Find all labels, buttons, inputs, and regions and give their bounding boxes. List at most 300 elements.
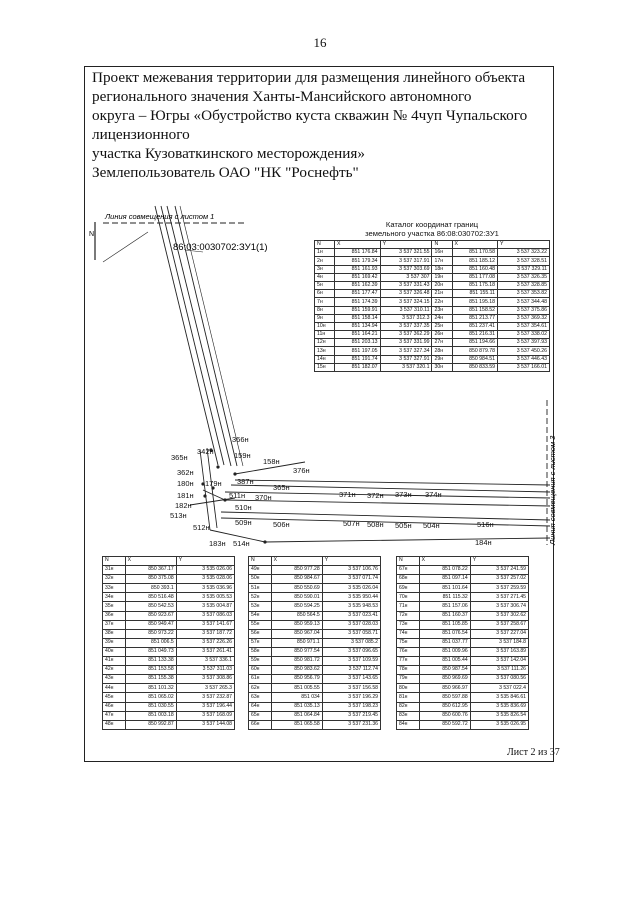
table-cell: 28н	[432, 347, 452, 355]
table-cell: 71н	[397, 602, 420, 611]
table-cell: 3 537 184.8	[470, 638, 528, 647]
table-row	[315, 314, 550, 322]
table-cell: 850 600.76	[419, 711, 470, 720]
table-cell: 3 537 196.29	[322, 693, 380, 702]
table-cell: 3 537 354.61	[498, 322, 550, 330]
table-cell: 80н	[397, 684, 420, 693]
table-cell: 3 537 328.51	[498, 257, 550, 265]
table-cell: 41н	[103, 657, 126, 666]
map-point-label: 376н	[293, 466, 310, 475]
column-header: N	[397, 557, 420, 566]
table-cell: 851 170.58	[452, 249, 498, 257]
table-cell: 3 537 328.85	[498, 281, 550, 289]
table-cell: 3 537 096.65	[322, 647, 380, 656]
table-cell: 851 101.64	[419, 584, 470, 593]
table-row	[249, 720, 381, 729]
table-cell: 3 537 187.72	[176, 629, 234, 638]
table-cell: 851 213.77	[452, 314, 498, 322]
table-cell: 78н	[397, 666, 420, 675]
table-row	[249, 611, 381, 620]
table-cell: 851 177.08	[452, 273, 498, 281]
table-cell: 43н	[103, 675, 126, 684]
table-cell: 14н	[315, 355, 335, 363]
table-cell: 3 537 168.09	[176, 711, 234, 720]
table-cell: 3 537 321.55	[380, 249, 432, 257]
table-row	[397, 666, 529, 675]
table-cell: 3 537 227.04	[470, 629, 528, 638]
table-cell: 39н	[103, 638, 126, 647]
table-row	[315, 298, 550, 306]
table-cell: 62н	[249, 684, 272, 693]
table-row	[397, 611, 529, 620]
table-cell: 64н	[249, 702, 272, 711]
table-cell: 59н	[249, 657, 272, 666]
catalog-caption-line: земельного участка 86:08:030702:ЗУ1	[365, 229, 499, 238]
column-header: Y	[176, 557, 234, 566]
map-point-label: 512н	[193, 523, 210, 532]
table-cell: 850 981.72	[271, 657, 322, 666]
table-row	[315, 281, 550, 289]
map-point-label: 182н	[175, 501, 192, 510]
map-point-label: 510н	[235, 503, 252, 512]
table-cell: 3 537 259.59	[470, 584, 528, 593]
table-cell: 81н	[397, 693, 420, 702]
table-cell: 851 153.58	[125, 666, 176, 675]
table-row	[103, 657, 235, 666]
table-cell: 3 537 323.22	[498, 249, 550, 257]
map-point-label: 365н	[273, 483, 290, 492]
table-cell: 3 537 261.41	[176, 647, 234, 656]
table-cell: 3н	[315, 265, 335, 273]
table-cell: 851 162.39	[335, 281, 381, 289]
table-row	[315, 265, 550, 273]
table-cell: 3 537 085.2	[322, 638, 380, 647]
table-cell: 851 195.18	[452, 298, 498, 306]
map-point-label: 506н	[273, 520, 290, 529]
column-header: Y	[322, 557, 380, 566]
table-cell: 3 537 142.04	[470, 657, 528, 666]
table-cell: 67н	[397, 566, 420, 575]
table-row	[249, 666, 381, 675]
table-cell: 20н	[432, 281, 452, 289]
table-row	[397, 593, 529, 602]
table-cell: 851 064.84	[271, 711, 322, 720]
table-row	[397, 675, 529, 684]
table-cell: 3 537 446.43	[498, 355, 550, 363]
map-point-label: 505н	[395, 521, 412, 530]
title-line: Землепользователь ОАО "НК "Роснефть"	[92, 164, 359, 181]
table-cell: 3 537 257.02	[470, 575, 528, 584]
table-cell: 15н	[315, 363, 335, 371]
table-row	[397, 584, 529, 593]
table-cell: 48н	[103, 720, 126, 729]
table-row	[315, 347, 550, 355]
table-cell: 851 009.96	[419, 647, 470, 656]
table-cell: 2н	[315, 257, 335, 265]
table-cell: 3 537 338.02	[498, 331, 550, 339]
map-point-label: 514н	[233, 539, 250, 548]
map-point-label: 370н	[255, 493, 272, 502]
table-cell: 54н	[249, 611, 272, 620]
map-north-label: N	[89, 231, 95, 238]
table-cell: 850 984.51	[452, 355, 498, 363]
table-cell: 851 003.18	[125, 711, 176, 720]
table-row	[397, 693, 529, 702]
table-cell: 3 537 303.69	[380, 265, 432, 273]
table-cell: 3 537 086.03	[176, 611, 234, 620]
map-point-label: 509н	[235, 518, 252, 527]
table-cell: 3 537 326.48	[380, 290, 432, 298]
coordinate-catalog	[314, 220, 550, 372]
table-cell: 57н	[249, 638, 272, 647]
table-cell: 3 537 111.26	[470, 666, 528, 675]
table-cell: 3 535 026.04	[322, 584, 380, 593]
table-row	[397, 647, 529, 656]
table-header-row	[249, 557, 381, 566]
table-row	[249, 647, 381, 656]
table-cell: 850 590.01	[271, 593, 322, 602]
map-point-label: 511н	[229, 491, 246, 500]
table-cell: 26н	[432, 331, 452, 339]
catalog-table	[314, 240, 550, 372]
table-cell: 45н	[103, 693, 126, 702]
table-cell: 11н	[315, 331, 335, 339]
table-cell: 3 537 312.3	[380, 314, 432, 322]
table-cell: 3 537 337.35	[380, 322, 432, 330]
table-cell: 72н	[397, 611, 420, 620]
table-cell: 56н	[249, 629, 272, 638]
table-cell: 850 550.69	[271, 584, 322, 593]
table-cell: 851 161.93	[335, 265, 381, 273]
table-cell: 3 537 198.23	[322, 702, 380, 711]
table-cell: 46н	[103, 702, 126, 711]
table-cell: 82н	[397, 702, 420, 711]
table-cell: 851 185.12	[452, 257, 498, 265]
table-cell: 851 097.14	[419, 575, 470, 584]
table-row	[249, 584, 381, 593]
table-row	[397, 575, 529, 584]
table-cell: 850 923.67	[125, 611, 176, 620]
table-cell: 3 537 241.59	[470, 566, 528, 575]
table-cell: 5н	[315, 281, 335, 289]
table-row	[103, 666, 235, 675]
table-cell: 851 175.18	[452, 281, 498, 289]
table-cell: 16н	[432, 249, 452, 257]
table-cell: 3 535 836.69	[470, 702, 528, 711]
table-cell: 851 158.14	[335, 314, 381, 322]
table-cell: 850 949.47	[125, 620, 176, 629]
table-cell: 851 134.94	[335, 322, 381, 330]
table-cell: 3 535 005.53	[176, 593, 234, 602]
table-cell: 3 537 336.1	[176, 657, 234, 666]
table-row	[103, 566, 235, 575]
table-cell: 3 537 271.45	[470, 593, 528, 602]
table-cell: 79н	[397, 675, 420, 684]
map-point-label: 513н	[170, 511, 187, 520]
table-cell: 851 160.37	[419, 611, 470, 620]
table-cell: 55н	[249, 620, 272, 629]
catalog-caption	[314, 220, 550, 238]
table-cell: 33н	[103, 584, 126, 593]
table-header-row	[103, 557, 235, 566]
table-row	[103, 693, 235, 702]
table-cell: 3 535 948.53	[322, 602, 380, 611]
table-cell: 850 984.67	[271, 575, 322, 584]
map-point-label: 372н	[367, 491, 384, 500]
table-cell: 37н	[103, 620, 126, 629]
map-alignment-label-left: Линия совмещения с листом 1	[105, 212, 215, 221]
table-cell: 3 537 023.41	[322, 611, 380, 620]
table-cell: 83н	[397, 711, 420, 720]
table-cell: 850 833.59	[452, 363, 498, 371]
table-row	[103, 593, 235, 602]
table-row	[249, 702, 381, 711]
map-point-label: 516н	[477, 520, 494, 529]
table-cell: 851 159.91	[335, 306, 381, 314]
table-cell: 3 537 080.56	[470, 675, 528, 684]
table-cell: 70н	[397, 593, 420, 602]
table-cell: 3 537 353.82	[498, 290, 550, 298]
table-cell: 3 535 026.06	[176, 566, 234, 575]
table-cell: 3 537 326.35	[498, 273, 550, 281]
table-cell: 3 535 826.54	[470, 711, 528, 720]
table-cell: 850 969.69	[419, 675, 470, 684]
table-cell: 851 005.55	[271, 684, 322, 693]
table-row	[103, 675, 235, 684]
table-cell: 3 537 369.32	[498, 314, 550, 322]
table-row	[249, 629, 381, 638]
table-cell: 850 967.04	[271, 629, 322, 638]
table-cell: 3 537 306.74	[470, 602, 528, 611]
table-cell: 851 006.5	[125, 638, 176, 647]
table-cell: 12н	[315, 339, 335, 347]
table-cell: 84н	[397, 720, 420, 729]
map-point-label: 158н	[263, 457, 280, 466]
table-cell: 3 537 362.29	[380, 331, 432, 339]
table-row	[315, 363, 550, 371]
table-cell: 851 035.13	[271, 702, 322, 711]
table-cell: 3 537 375.86	[498, 306, 550, 314]
table-cell: 851 155.11	[452, 290, 498, 298]
table-cell: 850 977.54	[271, 647, 322, 656]
column-header: X	[452, 241, 498, 249]
table-row	[397, 602, 529, 611]
table-header-row	[315, 241, 550, 249]
column-header: X	[271, 557, 322, 566]
map-point-label: 362н	[177, 468, 194, 477]
table-cell: 3 537 317.91	[380, 257, 432, 265]
table-cell: 851 034	[271, 693, 322, 702]
table-row	[249, 638, 381, 647]
table-cell: 850 987.54	[419, 666, 470, 675]
table-cell: 60н	[249, 666, 272, 675]
table-cell: 851 005.44	[419, 657, 470, 666]
table-cell: 3 535 028.06	[176, 575, 234, 584]
map-point-label: 342н	[197, 447, 214, 456]
table-cell: 851 065.02	[125, 693, 176, 702]
table-cell: 47н	[103, 711, 126, 720]
table-cell: 30н	[432, 363, 452, 371]
table-cell: 851 133.38	[125, 657, 176, 666]
table-cell: 9н	[315, 314, 335, 322]
table-row	[315, 249, 550, 257]
table-row	[249, 593, 381, 602]
table-row	[397, 566, 529, 575]
table-row	[103, 575, 235, 584]
table-cell: 22н	[432, 298, 452, 306]
table-cell: 851 176.84	[335, 249, 381, 257]
table-cell: 34н	[103, 593, 126, 602]
table-cell: 851 078.22	[419, 566, 470, 575]
table-row	[397, 684, 529, 693]
table-cell: 3 537 302.62	[470, 611, 528, 620]
table-cell: 3 537 397.93	[498, 339, 550, 347]
table-cell: 3 537 058.71	[322, 629, 380, 638]
table-header-row	[397, 557, 529, 566]
table-cell: 850 971.1	[271, 638, 322, 647]
table-cell: 74н	[397, 629, 420, 638]
table-cell: 851 101.32	[125, 684, 176, 693]
title-line: округа – Югры «Обустройство куста скважин № 4чуп Чупальского	[92, 107, 528, 124]
table-row	[315, 306, 550, 314]
coordinate-table	[396, 556, 529, 730]
map-point-label: 371н	[339, 490, 356, 499]
table-cell: 58н	[249, 647, 272, 656]
table-row	[103, 711, 235, 720]
table-row	[249, 657, 381, 666]
table-cell: 851 160.48	[452, 265, 498, 273]
table-row	[103, 684, 235, 693]
table-cell: 3 535 026.95	[470, 720, 528, 729]
table-row	[315, 355, 550, 363]
table-cell: 850 594.25	[271, 602, 322, 611]
map-point-label: 183н	[209, 539, 226, 548]
map-point-label: 508н	[367, 520, 384, 529]
table-cell: 69н	[397, 584, 420, 593]
column-header: N	[432, 241, 452, 249]
map-point-label: 181н	[177, 491, 194, 500]
table-cell: 3 535 004.87	[176, 602, 234, 611]
table-row	[103, 611, 235, 620]
map-point-label: 387н	[237, 477, 254, 486]
table-cell: 851 157.06	[419, 602, 470, 611]
table-row	[315, 273, 550, 281]
catalog-caption-line: Каталог координат границ	[385, 220, 479, 229]
table-cell: 851 237.41	[452, 322, 498, 330]
coordinate-table	[248, 556, 381, 730]
map-point-label: 180н	[177, 479, 194, 488]
table-cell: 3 537 311.03	[176, 666, 234, 675]
table-row	[397, 720, 529, 729]
table-cell: 61н	[249, 675, 272, 684]
table-cell: 851 203.13	[335, 339, 381, 347]
table-cell: 3 537 022.4	[470, 684, 528, 693]
table-row	[397, 702, 529, 711]
map-point-label: 184н	[475, 538, 492, 547]
table-cell: 851 194.66	[452, 339, 498, 347]
column-header: X	[335, 241, 381, 249]
table-cell: 3 537 163.89	[470, 647, 528, 656]
table-cell: 32н	[103, 575, 126, 584]
table-cell: 50н	[249, 575, 272, 584]
table-row	[249, 693, 381, 702]
table-row	[249, 575, 381, 584]
table-cell: 53н	[249, 602, 272, 611]
column-header: N	[315, 241, 335, 249]
table-cell: 3 537 258.67	[470, 620, 528, 629]
table-cell: 19н	[432, 273, 452, 281]
table-cell: 68н	[397, 575, 420, 584]
title-line: регионального значения Ханты-Мансийского автономного	[92, 88, 472, 105]
table-cell: 24н	[432, 314, 452, 322]
table-row	[249, 675, 381, 684]
table-cell: 851 169.42	[335, 273, 381, 281]
coordinate-table-2	[248, 556, 381, 730]
table-row	[103, 629, 235, 638]
table-row	[315, 257, 550, 265]
document-title	[92, 68, 547, 182]
table-cell: 850 375.08	[125, 575, 176, 584]
table-cell: 3 537 327.34	[380, 347, 432, 355]
table-cell: 40н	[103, 647, 126, 656]
table-cell: 76н	[397, 647, 420, 656]
table-cell: 851 197.05	[335, 347, 381, 355]
table-cell: 3 535 950.44	[322, 593, 380, 602]
table-row	[315, 339, 550, 347]
table-row	[249, 620, 381, 629]
table-cell: 851 216.31	[452, 331, 498, 339]
column-header: X	[125, 557, 176, 566]
table-cell: 851 174.39	[335, 298, 381, 306]
table-row	[103, 620, 235, 629]
table-cell: 75н	[397, 638, 420, 647]
table-cell: 38н	[103, 629, 126, 638]
map-point-label: 365н	[171, 453, 188, 462]
table-cell: 3 537 331.99	[380, 339, 432, 347]
table-cell: 31н	[103, 566, 126, 575]
table-cell: 52н	[249, 593, 272, 602]
column-header: Y	[380, 241, 432, 249]
table-cell: 851 177.47	[335, 290, 381, 298]
table-row	[103, 638, 235, 647]
table-cell: 6н	[315, 290, 335, 298]
table-cell: 4н	[315, 273, 335, 281]
title-line: участка Кузоваткинского месторождения»	[92, 145, 366, 162]
table-cell: 3 537 231.36	[322, 720, 380, 729]
column-header: Y	[498, 241, 550, 249]
map-point-label: 179н	[205, 479, 222, 488]
map-point-label: 374н	[425, 490, 442, 499]
coordinate-table-3	[396, 556, 529, 730]
table-cell: 3 537 144.08	[176, 720, 234, 729]
table-cell: 25н	[432, 322, 452, 330]
column-header: Y	[470, 557, 528, 566]
table-cell: 36н	[103, 611, 126, 620]
sheet-number: Лист 2 из 37	[507, 747, 560, 758]
table-cell: 3 537 344.48	[498, 298, 550, 306]
table-cell: 851 076.54	[419, 629, 470, 638]
table-cell: 850 959.13	[271, 620, 322, 629]
table-row	[397, 711, 529, 720]
table-cell: 851 155.38	[125, 675, 176, 684]
table-cell: 850 597.88	[419, 693, 470, 702]
table-cell: 851 182.07	[335, 363, 381, 371]
table-cell: 850 564.5	[271, 611, 322, 620]
table-cell: 3 537 308.86	[176, 675, 234, 684]
table-cell: 3 537 232.87	[176, 693, 234, 702]
table-row	[103, 647, 235, 656]
table-cell: 77н	[397, 657, 420, 666]
